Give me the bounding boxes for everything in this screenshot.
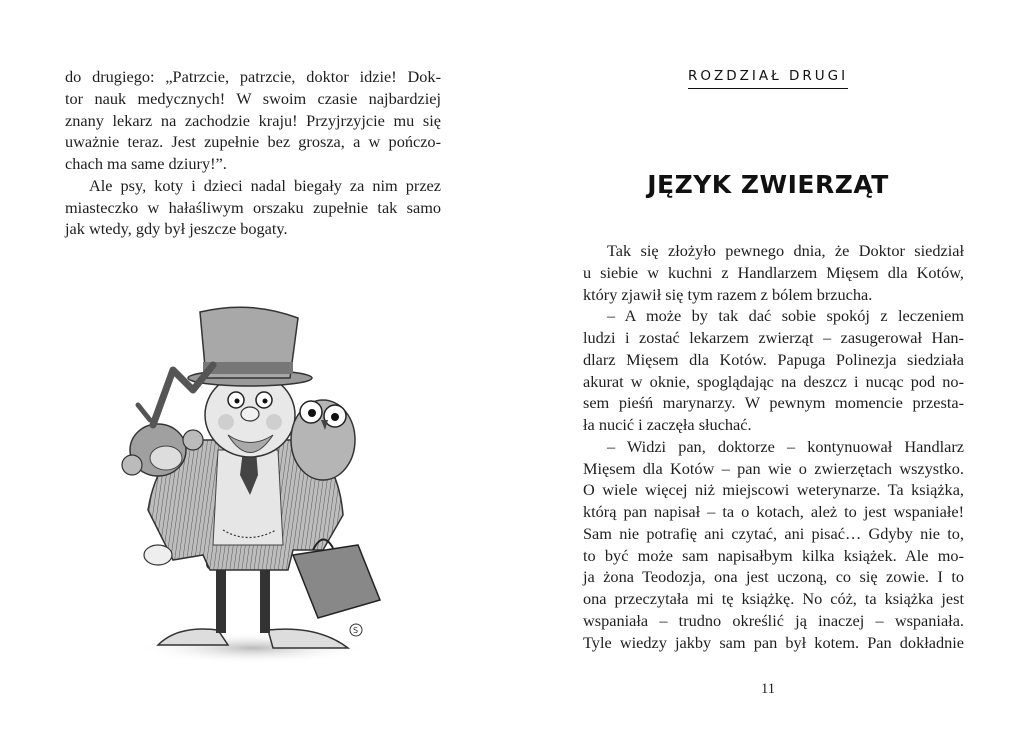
doctor-illustration [118,300,388,670]
right-page-text [583,240,964,653]
page-number: 11 [761,681,775,697]
text-line: – Widzi pan, doktorze – kontynuował Handlarz [607,436,964,456]
text-line: to być może sam napisałbym kilka książek. Ale mo- [583,545,964,565]
svg-text:S: S [353,626,359,635]
text-line: Mięsem dla Kotów – pan wie o zwierzętach wszystko. [583,458,964,478]
chapter-label-text: ROZDZIAŁ DRUGI [688,68,848,89]
text-line: uważnie teraz. Jest zupełnie bez grosza, a w pończo- [65,132,441,152]
text-line: tor nauk medycznych! W swoim czasie najbardziej [65,88,441,108]
text-line: ja żona Teodozja, ona jest uczoną, co się zowie. I to [583,567,964,587]
text-line: Tak się złożyło pewnego dnia, że Doktor siedział [607,241,964,260]
text-line: ła nucić i zaczęła słuchać. [583,415,752,434]
text-line: którą pan napisał – ta o kotach, ależ to jest wspaniałe! [583,502,964,521]
text-line: wspaniała – trudno określić ją inaczej – wspaniała. [583,610,964,630]
text-line: ludzi i zostać lekarzem zwierząt – zasugerował Han- [583,328,964,347]
text-line: – A może by tak dać sobie spokój z leczeniem [607,306,964,326]
text-line: który zjawił się tym razem z bólem brzucha. [583,284,873,304]
text-line: znany lekarz na zachodzie kraju! Przyjrzyjcie mu się [65,110,441,130]
text-line: ona przeczytała mi tę książkę. No cóż, ta książka jest [583,589,964,608]
text-line: do drugiego: „Patrzcie, patrzcie, doktor idzie! Dok- [65,67,441,86]
text-line: miasteczko w hałaśliwym orszaku zupełnie tak samo [65,197,441,217]
text-line: dlarz Mięsem dla Kotów. Papuga Polinezja siedziała [583,349,964,369]
right-page [512,0,1024,733]
text-line: jak wtedy, gdy był jeszcze bogaty. [65,219,288,239]
text-line: chach ma same dziury!”. [65,154,227,173]
text-line: Ale psy, koty i dzieci nadal biegały za nim przez [89,175,441,195]
text-line: Tyle wiedzy jakby sam pan był kotem. Pan dokładnie [583,632,964,652]
text-line: O wiele więcej niż miejscowi weterynarze. Ta książka, [583,480,964,500]
text-line: akurat w oknie, spoglądając na deszcz i nucąc pod no- [583,371,964,391]
left-page-text [65,66,441,240]
text-line: sem pieśń marynarzy. W pewnym momencie przesta- [583,393,964,413]
chapter-label [512,67,1024,89]
chapter-title: JĘZYK ZWIERZĄT [647,170,889,199]
text-line: u siebie w kuchni z Handlarzem Mięsem dla Kotów, [583,262,964,282]
text-line: Sam nie potrafię ani czytać, ani pisać… Gdyby nie to, [583,523,964,543]
